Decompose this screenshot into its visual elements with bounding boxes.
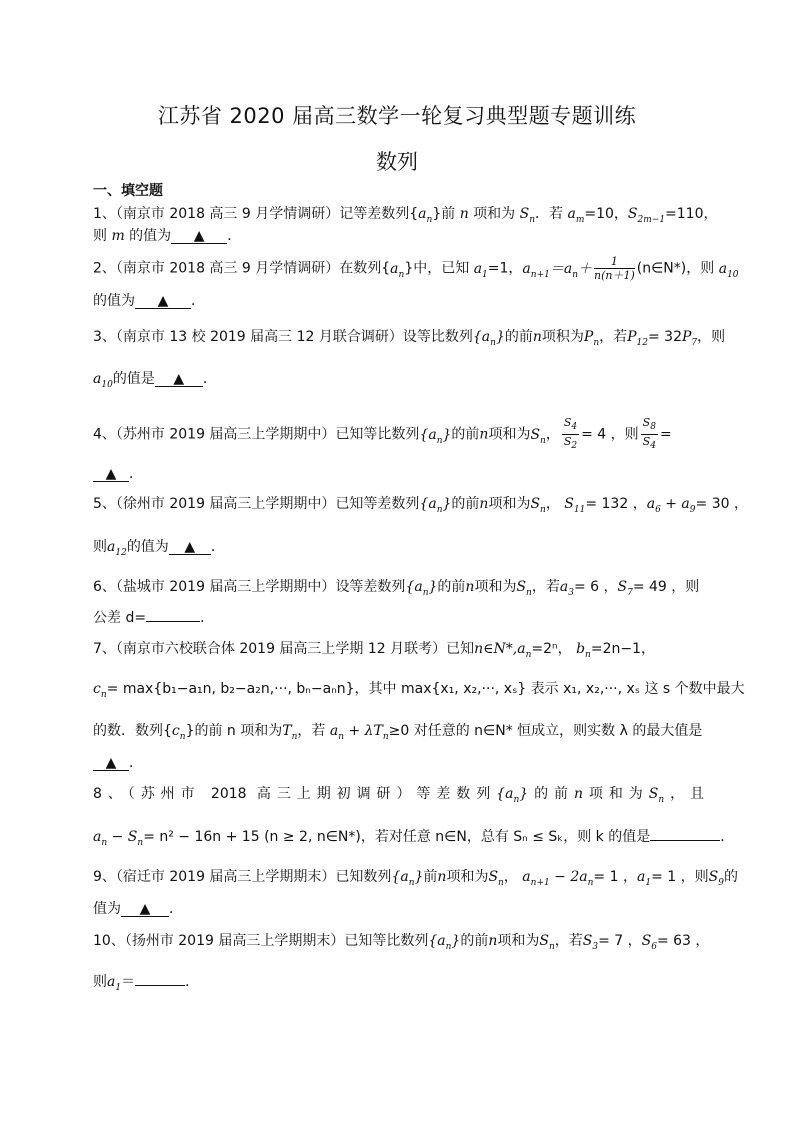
answer-blank: ▲ [135, 294, 191, 309]
problem-8-line-1: 8、（苏州市 2018 高三上期初调研）等差数列$\{a_n\}$的前n项和为$S_n$，且 [93, 786, 705, 805]
problem-3-line-1: 3、（南京市 13 校 2019 届高三 12 月联合调研）设等比数列$\{a_n\}$的前n项积为$P_n$，若$P_{12}= 32P_7$，则 [93, 329, 726, 348]
answer-blank [650, 840, 720, 841]
answer-blank [146, 621, 200, 622]
answer-blank: ▲ [155, 372, 203, 387]
problem-2-line-1: 2、（南京市 2018 高三 9 月学情调研）在数列$\{a_n\}$中，已知 $a_1=1$，$a_{n+1}=a_n+$ $\frac{1}{n(n+1)}$ (n∈N*)，则 $a_{10}$ [93, 255, 739, 282]
problem-10-line-2: 则$a_1=$ ． [93, 974, 200, 993]
fraction: $\frac{S_4}{S_2}$ [563, 416, 578, 452]
problem-6-line-1: 6、（盐城市 2019 届高三上学期期中）设等差数列$\{a_n\}$的前n项和为$S_n$，若$a_3= 6$ ，$S_7= 49$ ，则 [93, 579, 700, 598]
problem-5-line-1: 5、（徐州市 2019 届高三上学期期中）已知等差数列$\{a_n\}$的前n项和为$S_n$， $S_{11}= 132$ ，$a_6 + a_9= 30$ ， [93, 496, 748, 515]
answer-blank: ▲ [93, 756, 129, 771]
problem-1-line-2: 则 m 的值为 ▲ ． [93, 228, 242, 244]
document-title: 江苏省 2020 届高三数学一轮复习典型题专题训练 [157, 104, 637, 128]
problem-9-line-1: 9、（宿迁市 2019 届高三上学期期末）已知数列$\{a_n\}$前n项和为$S_n$， $a_{n+1} - 2a_n= 1$ ，$a_1= 1$ ，则$S_9$的 [93, 869, 738, 888]
problem-10-line-1: 10、（扬州市 2019 届高三上学期期末）已知等比数列$\{a_n\}$的前n项和为$S_n$，若$S_3= 7$ ，$S_6= 63$ ， [93, 933, 710, 952]
answer-blank [135, 985, 185, 986]
problem-8-line-2: $a_n - S_n= n^2 - 16n + 15$ (n ≥ 2, n∈N*)，若对任意 n∈N，总有 Sₙ ≤ Sₖ，则 k 的值是 ． [93, 829, 735, 848]
problem-4-line-2: ▲ ． [93, 463, 704, 483]
fraction: $\frac{1}{n(n+1)}$ [594, 255, 635, 282]
problem-5-line-2: 则$a_{12}$的值为 ▲ ． [93, 539, 225, 558]
answer-blank: ▲ [171, 229, 227, 244]
problem-7-line-4: ▲ ． [93, 752, 704, 772]
answer-blank: ▲ [169, 540, 211, 555]
document-subtitle: 数列 [376, 150, 418, 174]
problem-3-line-2: $a_{10}$的值是 ▲ ． [93, 371, 217, 390]
answer-blank: ▲ [121, 902, 169, 917]
problem-9-line-2: 值为 ▲ ． [93, 901, 183, 917]
problem-6-line-2: 公差 d= ． [93, 610, 215, 626]
answer-blank: ▲ [93, 467, 129, 482]
problem-7-line-1: 7、（南京市六校联合体 2019 届高三上学期 12 月联考）已知$n\in N*,a_n=2^n$， $b_n=2n-1$， [93, 641, 655, 660]
section-heading: 一、填空题 [93, 183, 163, 199]
problem-1-line-1: 1、（南京市 2018 高三 9 月学情调研）记等差数列$\{a_n\}$前 n 项和为 $S_n$．若 $a_m=10$，$S_{2m-1}=110$， [93, 206, 718, 225]
problem-7-line-2: $c_n= \max\{b_1-a_1n$, b₂−a₂n,···, bₙ−aₙn}，其中 max{x₁, x₂,···, xₛ} 表示 x₁, x₂,···, xₛ 这 s 个数中最大 [93, 681, 745, 700]
fraction: $\frac{S_8}{S_4}$ [642, 416, 656, 452]
problem-4-line-1: 4、（苏州市 2019 届高三上学期期中）已知等比数列$\{a_n\}$的前n项和为$S_n$， $\frac{S_4}{S_2}$ = 4 ，则 $\frac{S_8}{S_4}$ = [93, 416, 672, 452]
problem-7-line-3: 的数．数列$\{c_n\}$的前 n 项和为$T_n$，若 $a_n + \lambda T_n\ge 0$ 对任意的 n∈N* 恒成立，则实数 λ 的最大值是 [93, 723, 703, 742]
problem-2-line-2: 的值为 ▲ ． [93, 293, 205, 309]
